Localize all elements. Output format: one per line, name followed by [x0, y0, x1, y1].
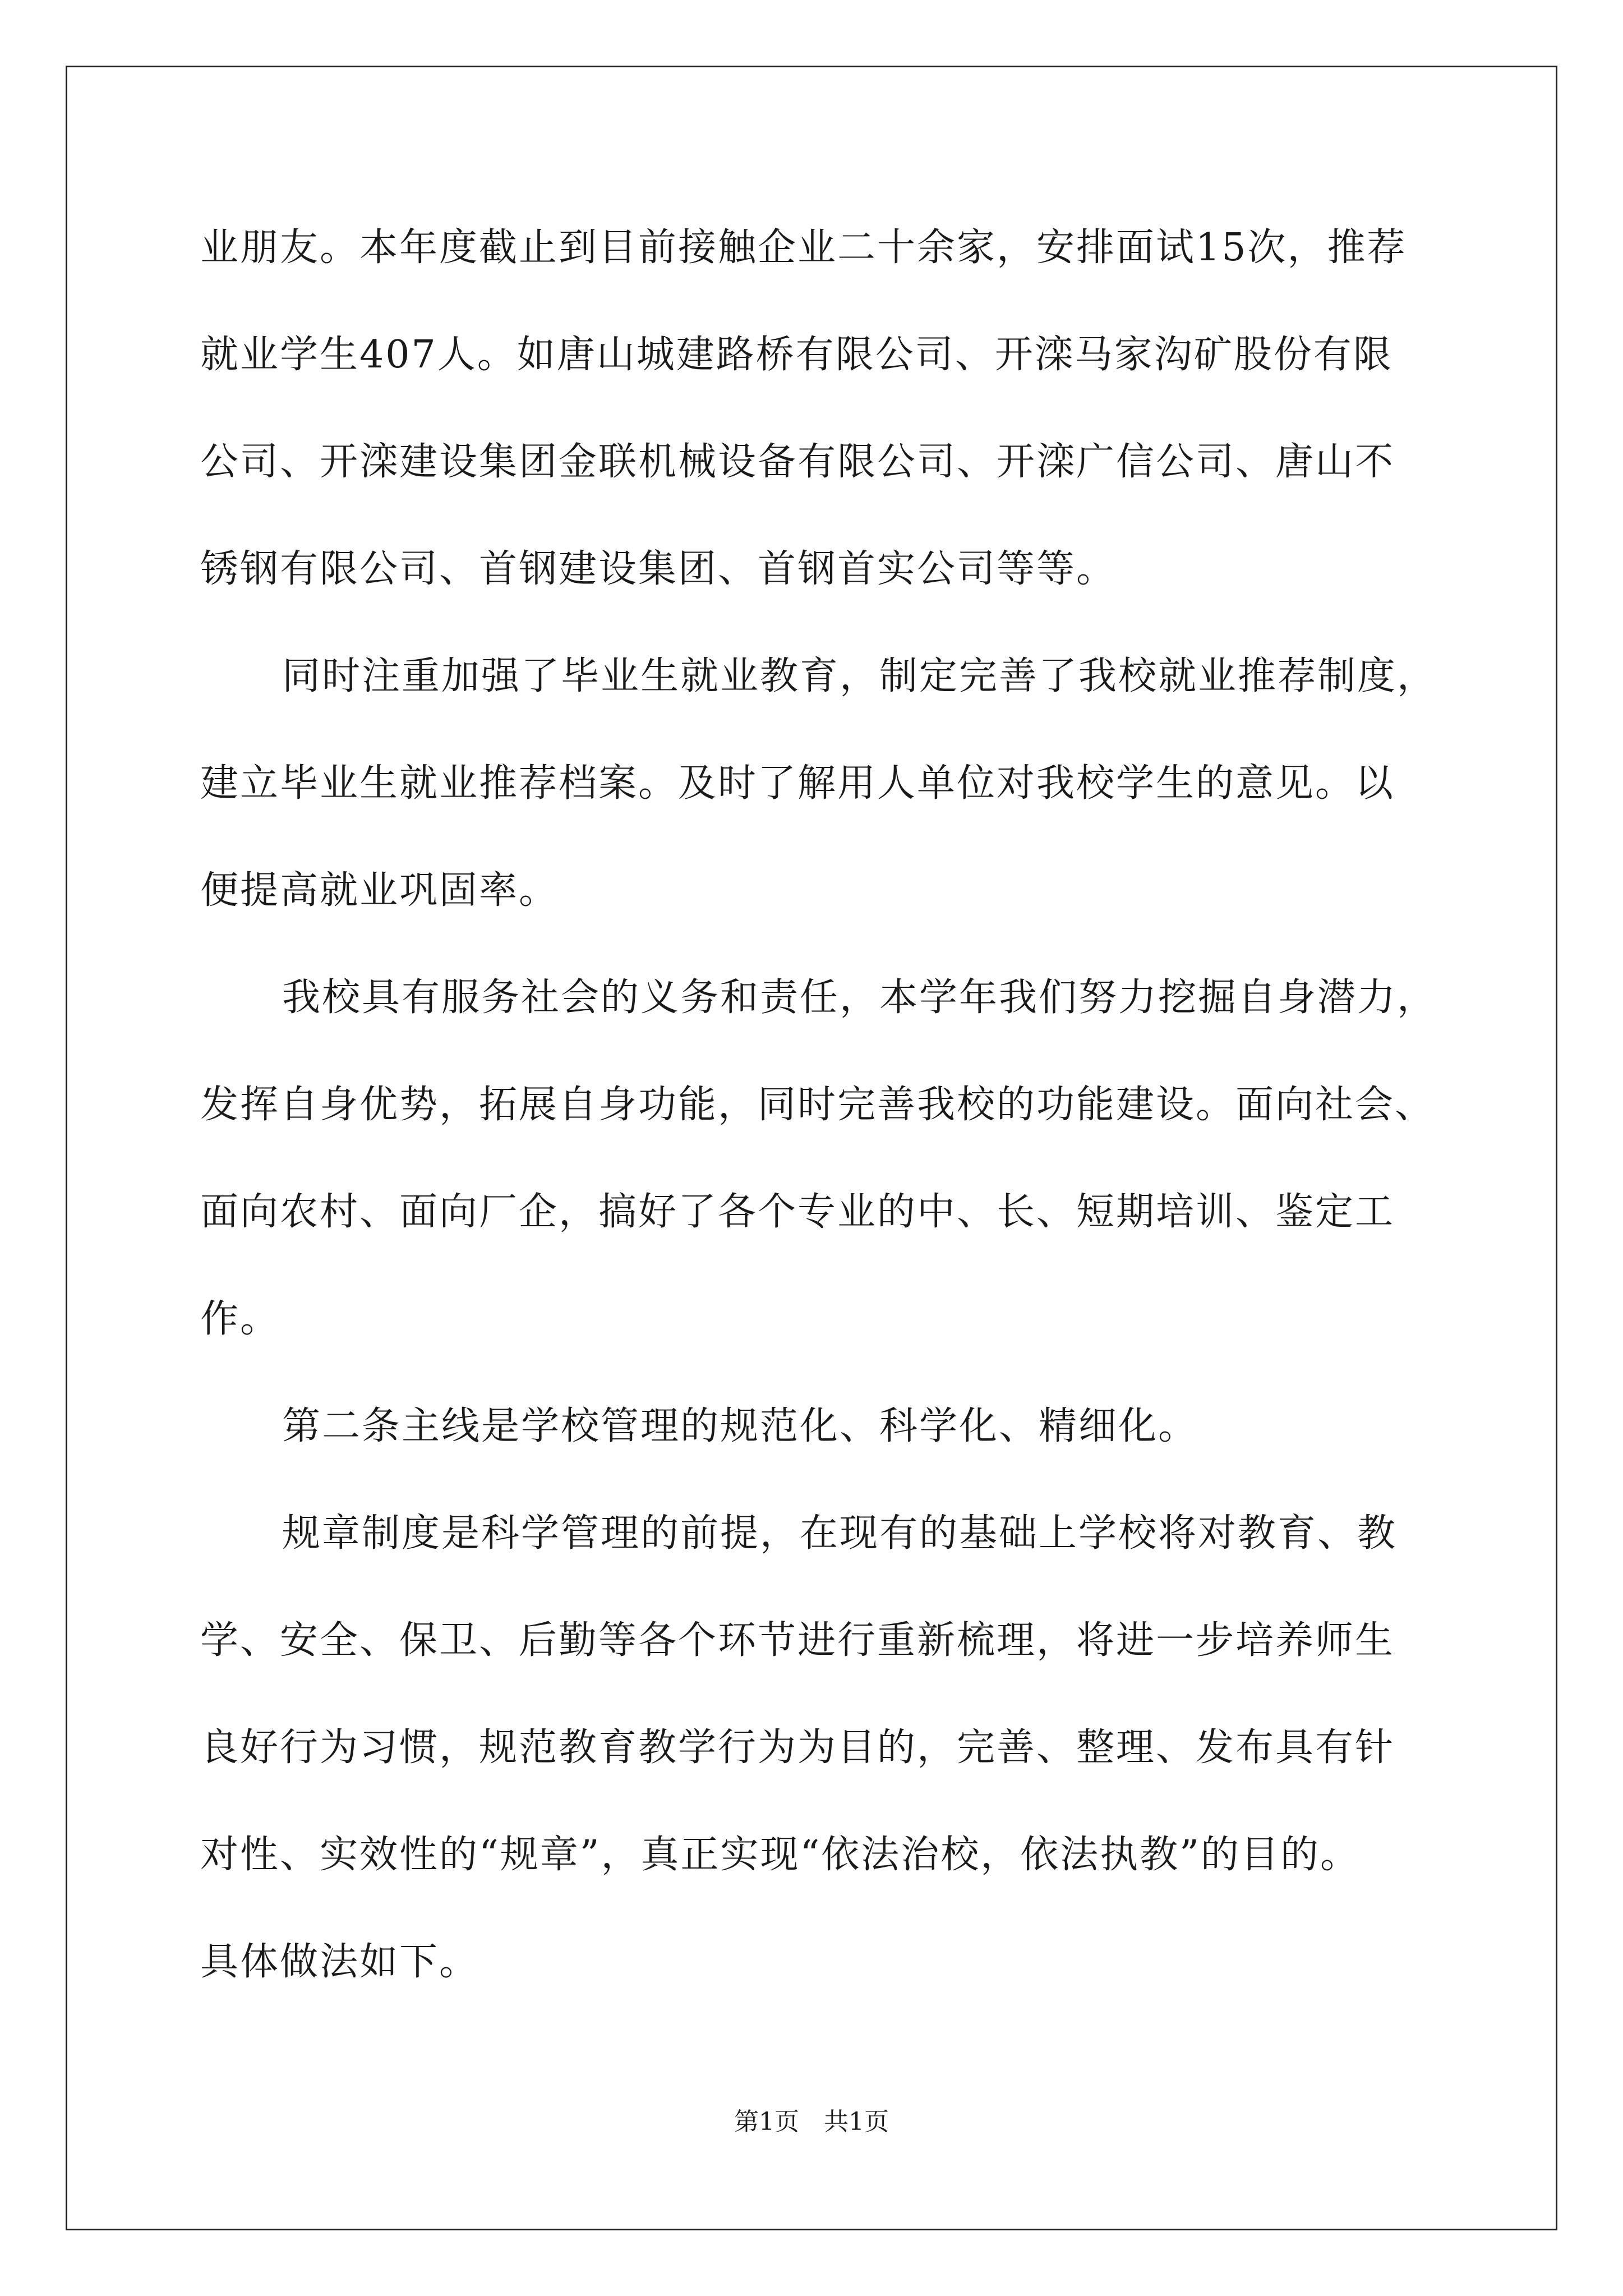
text-line: 锈钢有限公司、首钢建设集团、首钢首实公司等等。	[200, 547, 1117, 591]
text-line: 建立毕业生就业推荐档案。及时了解用人单位对我校学生的意见。以	[200, 761, 1395, 806]
paragraph-first-line: 第二条主线是学校管理的规范化、科学化、精细化。	[282, 1404, 1198, 1448]
paragraph-first-line: 同时注重加强了毕业生就业教育，制定完善了我校就业推荐制度，	[282, 654, 1437, 698]
text-line: 对性、实效性的“规章”，真正实现“依法治校，依法执教”的目的。	[200, 1833, 1361, 1877]
text-line: 发挥自身优势，拓展自身功能，同时完善我校的功能建设。面向社会、	[200, 1083, 1435, 1127]
paragraph-first-line: 规章制度是科学管理的前提，在现有的基础上学校将对教育、教	[282, 1511, 1398, 1556]
text-line: 面向农村、面向厂企，搞好了各个专业的中、长、短期培训、鉴定工	[200, 1190, 1395, 1234]
paragraph-first-line: 我校具有服务社会的义务和责任，本学年我们努力挖掘自身潜力，	[282, 976, 1437, 1020]
text-line: 公司、开滦建设集团金联机械设备有限公司、开滦广信公司、唐山不	[200, 440, 1395, 484]
text-line: 具体做法如下。	[200, 1940, 479, 1984]
text-line: 就业学生407人。如唐山城建路桥有限公司、开滦马家沟矿股份有限	[200, 333, 1393, 377]
page-border	[66, 66, 1557, 2230]
text-line: 良好行为习惯，规范教育教学行为为目的，完善、整理、发布具有针	[200, 1726, 1395, 1770]
text-line: 便提高就业巩固率。	[200, 868, 559, 913]
page-footer: 第1页 共1页	[734, 2108, 889, 2136]
text-line: 业朋友。本年度截止到目前接触企业二十余家，安排面试15次，推荐	[200, 226, 1407, 270]
text-line: 学、安全、保卫、后勤等各个环节进行重新梳理，将进一步培养师生	[200, 1618, 1395, 1663]
text-line: 作。	[200, 1297, 280, 1341]
